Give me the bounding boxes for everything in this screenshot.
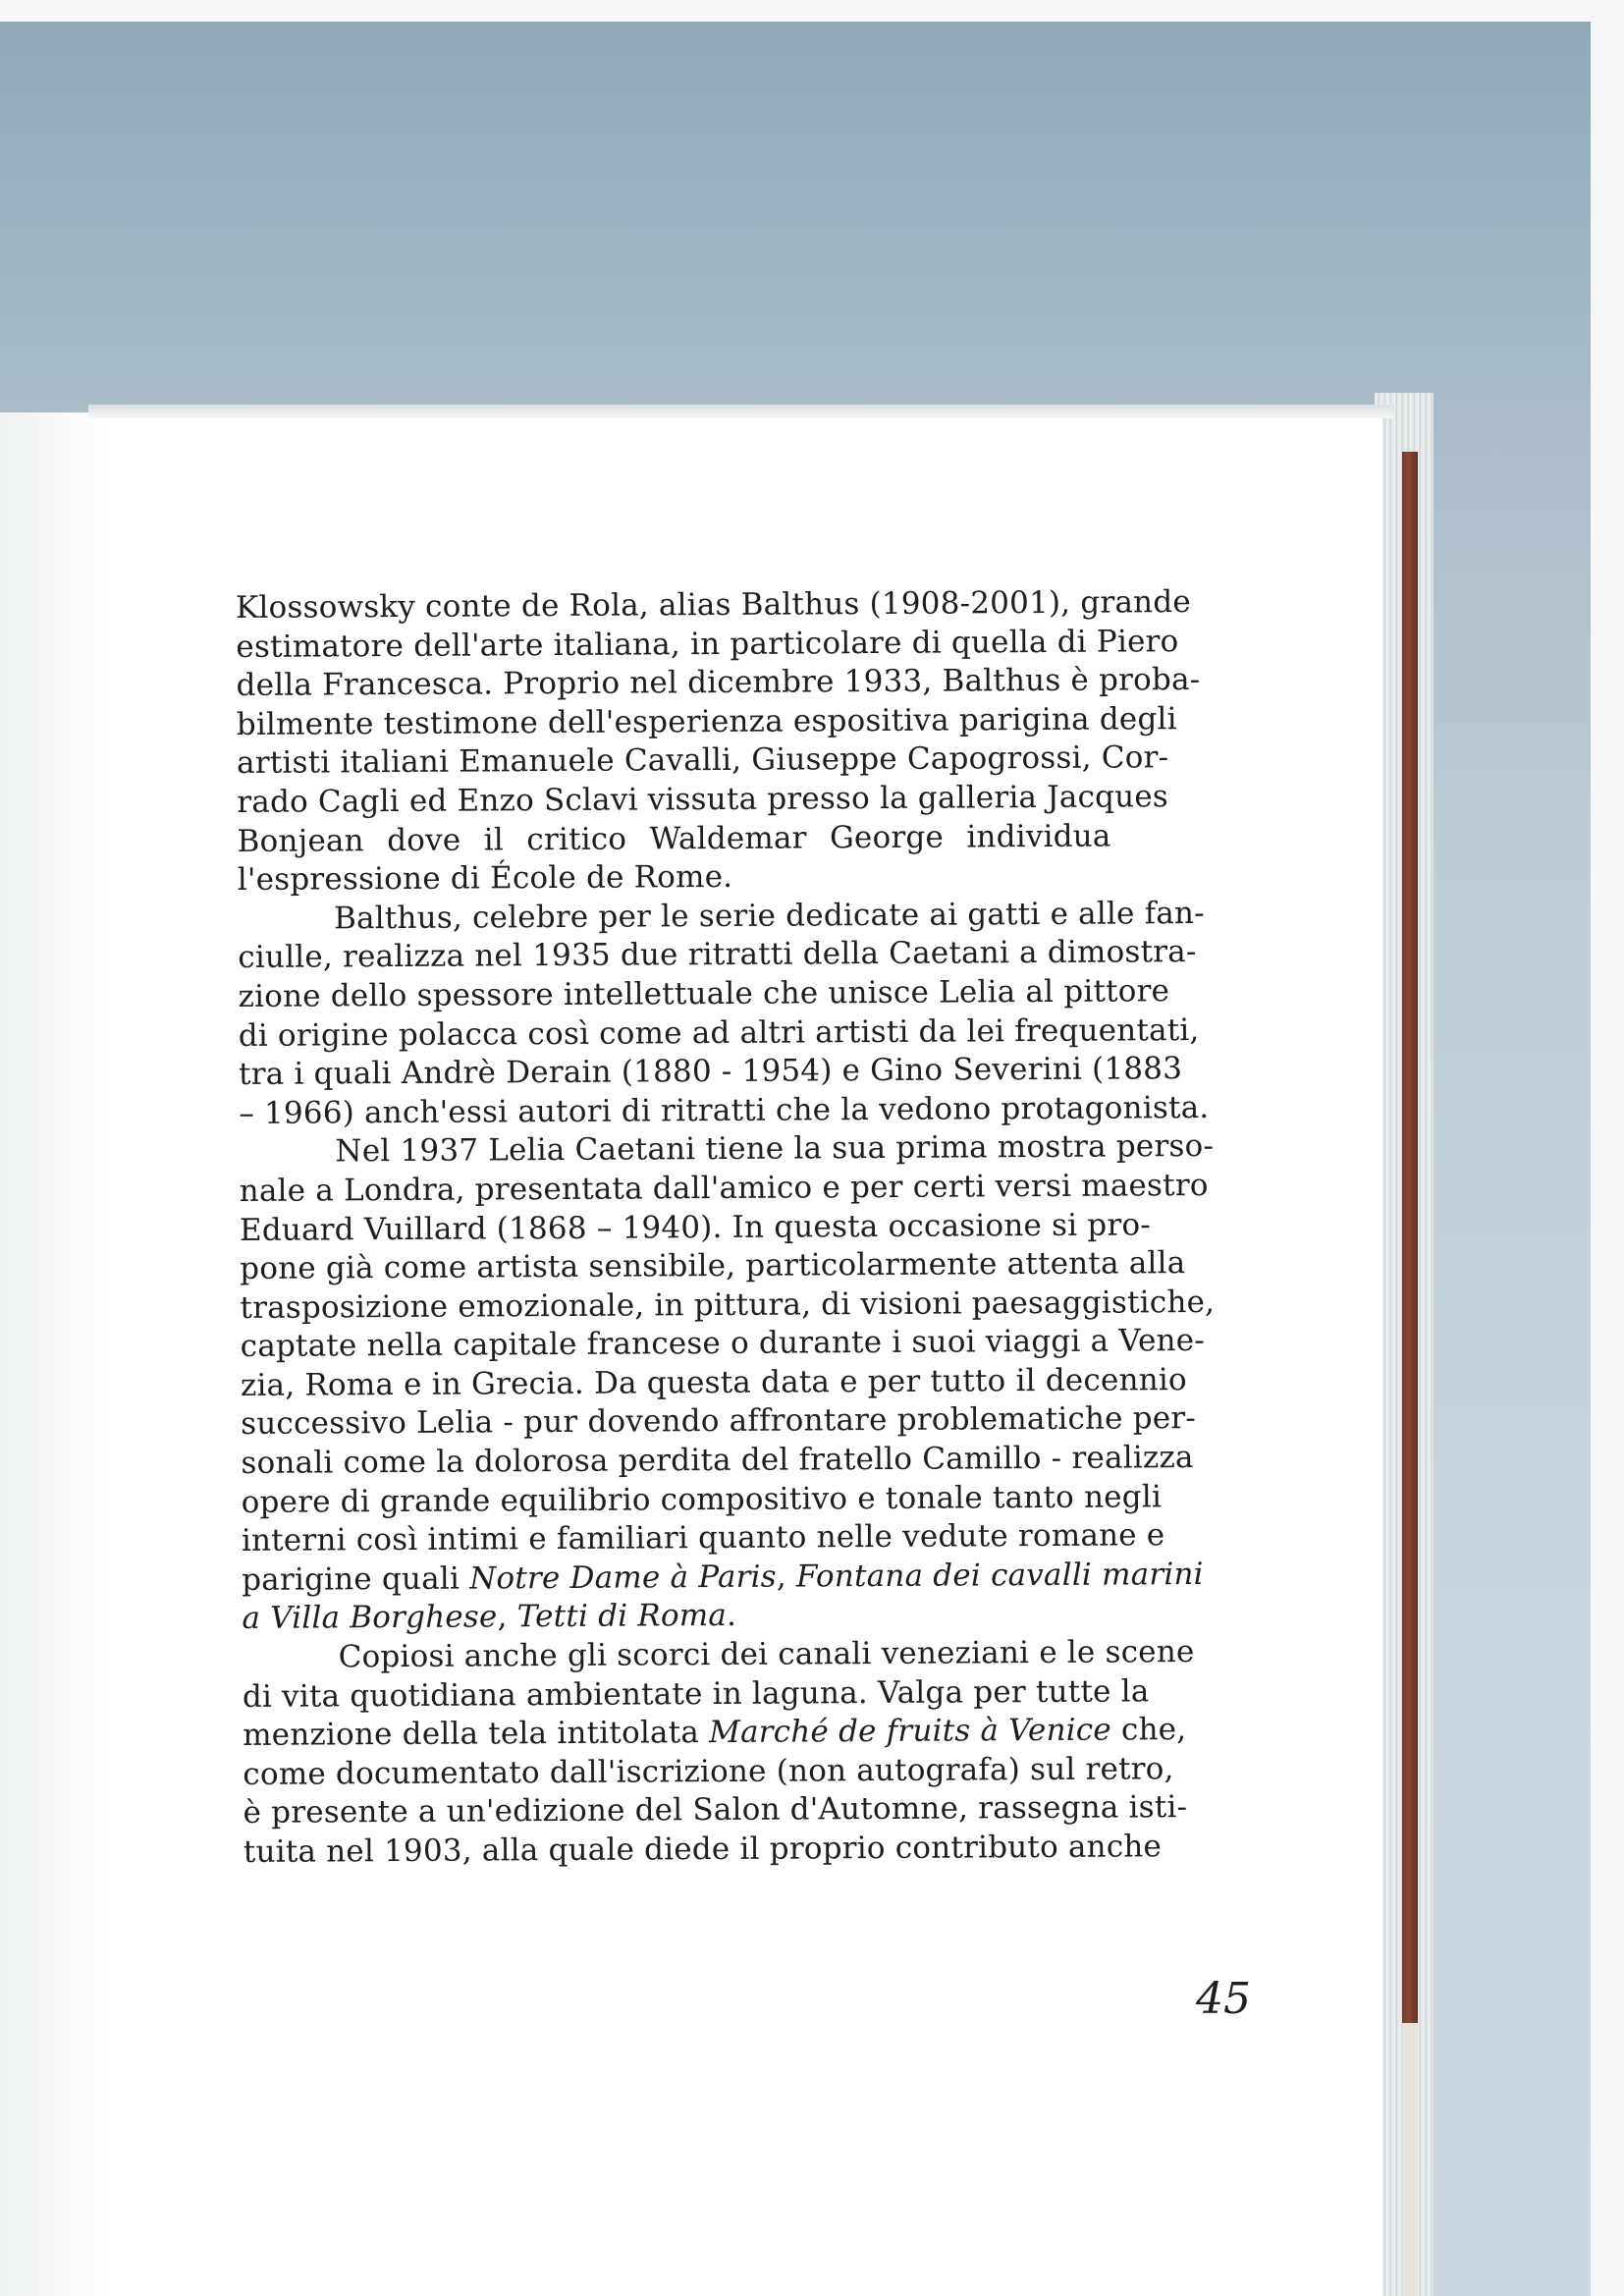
text-line: [236, 662, 1201, 706]
text-line: [239, 1128, 1215, 1173]
text-segment: parigine quali: [242, 1560, 470, 1598]
text-line: [238, 856, 1111, 901]
text-segment: artisti italiani Emanuele Cavalli, Giuseppe Capogrossi, Cor-: [236, 739, 1169, 782]
text-segment: tra i quali Andrè Derain (1880 - 1954) e Gino Severini (1883: [238, 1051, 1183, 1093]
italic-title: Notre Dame à Paris: [469, 1558, 777, 1597]
text-segment: rado Cagli ed Enzo Sclavi vissuta presso la galleria Jacques: [237, 779, 1169, 820]
text-segment: estimatore dell'arte italiana, in particolare di quella di Piero: [236, 623, 1179, 665]
text-segment: Klossowsky conte de Rola, alias Balthus (1908-2001), grande: [236, 584, 1191, 626]
text-line: [236, 623, 1179, 667]
text-segment: Nel 1937 Lelia Caetani tiene la sua prima mostra perso-: [335, 1128, 1215, 1170]
text-line: [241, 1478, 1163, 1522]
text-segment: tuita nel 1903, alla quale diede il proprio contributo anche: [243, 1829, 1163, 1870]
book-spine-bottom: [1402, 2023, 1418, 2296]
text-segment: ,: [776, 1558, 797, 1595]
italic-title: Tetti di Roma: [516, 1598, 728, 1635]
text-segment: come documentato dall'iscrizione (non autografa) sul retro,: [243, 1750, 1174, 1792]
text-segment: sonali come la dolorosa perdita del fratello Camillo - realizza: [241, 1440, 1194, 1482]
text-line: [238, 972, 1170, 1016]
text-segment: nale a Londra, presentata dall'amico e per certi versi maestro: [239, 1167, 1209, 1209]
italic-title: Marché de fruits à Venice: [708, 1712, 1112, 1751]
text-segment: – 1966) anch'essi autori di ritratti che la vedono protagonista.: [239, 1089, 1210, 1131]
text-line: [242, 1595, 1115, 1639]
text-segment: menzione della tela intitolata: [243, 1715, 710, 1754]
text-segment: è presente a un'edizione del Salon d'Automne, rassegna isti-: [243, 1789, 1188, 1831]
text-segment: della Francesca. Proprio nel dicembre 1933, Balthus è proba-: [236, 662, 1201, 704]
italic-title: Fontana dei cavalli marini: [795, 1556, 1204, 1595]
text-segment: successivo Lelia - pur dovendo affrontare problematiche per-: [241, 1400, 1197, 1443]
text-line: [236, 584, 1191, 629]
text-segment: zia, Roma e in Grecia. Da questa data e per tutto il decennio: [240, 1361, 1187, 1403]
text-line: [242, 1556, 1204, 1600]
scanner-top-edge: [0, 0, 1624, 22]
text-line: [240, 1323, 1206, 1367]
text-line: [243, 1789, 1188, 1833]
text-segment: Balthus, celebre per le serie dedicate ai gatti e alle fan-: [333, 895, 1205, 937]
text-segment: opere di grande equilibrio compositivo e tonale tanto negli: [241, 1478, 1163, 1520]
body-text: [236, 584, 1216, 1873]
text-segment: Bonjean dove il critico Waldemar George individua: [237, 818, 1111, 859]
text-segment: che,: [1110, 1712, 1187, 1748]
text-segment: ,: [497, 1599, 517, 1635]
book-spine-band: [1402, 452, 1418, 2023]
text-line: [239, 1167, 1209, 1211]
text-line: [240, 1245, 1186, 1289]
text-segment: l'espressione di École de Rome.: [237, 859, 733, 899]
text-line: [238, 1011, 1200, 1056]
text-line: [238, 1051, 1183, 1095]
text-line: [243, 1829, 1163, 1873]
page-gutter-shadow: [0, 412, 108, 2296]
text-segment: pone già come artista sensibile, particolarmente attenta alla: [240, 1245, 1186, 1287]
text-line: [239, 1089, 1210, 1133]
text-line: [237, 817, 1110, 861]
italic-title: a Villa Borghese: [242, 1599, 498, 1637]
text-line: [236, 739, 1169, 784]
scanner-right-edge: [1591, 0, 1624, 2296]
text-segment: di vita quotidiana ambientate in laguna. Valga per tutte la: [242, 1672, 1150, 1715]
text-line: [243, 1712, 1187, 1756]
text-segment: interni così intimi e familiari quanto nelle vedute romane e: [241, 1517, 1165, 1559]
text-line: [243, 1750, 1174, 1794]
text-segment: bilmente testimone dell'esperienza espositiva parigina degli: [236, 700, 1177, 742]
text-segment: .: [726, 1598, 737, 1634]
text-line: [243, 1634, 1195, 1678]
text-segment: zione dello spessore intellettuale che unisce Lelia al pittore: [238, 973, 1170, 1014]
text-line: [240, 1361, 1187, 1405]
text-line: [240, 1284, 1216, 1328]
page-number: 45: [1196, 1974, 1251, 2024]
text-line: [241, 1440, 1194, 1484]
text-line: [241, 1517, 1165, 1561]
text-segment: ciulle, realizza nel 1935 due ritratti della Caetani a dimostra-: [238, 934, 1197, 976]
text-line: [237, 779, 1169, 823]
text-segment: di origine polacca così come ad altri artisti da lei frequentati,: [238, 1011, 1200, 1054]
page-top-edge: [88, 405, 1394, 418]
text-line: [236, 700, 1177, 744]
text-line: [238, 895, 1205, 939]
text-segment: trasposizione emozionale, in pittura, di visioni paesaggistiche,: [240, 1284, 1216, 1326]
text-line: [242, 1672, 1150, 1717]
text-segment: Eduard Vuillard (1868 – 1940). In questa occasione si pro-: [239, 1206, 1152, 1248]
text-line: [239, 1206, 1152, 1250]
text-segment: captate nella capitale francese o durante i suoi viaggi a Vene-: [240, 1323, 1206, 1365]
text-line: [238, 934, 1197, 978]
text-segment: Copiosi anche gli scorci dei canali veneziani e le scene: [338, 1634, 1195, 1675]
text-line: [241, 1400, 1197, 1445]
